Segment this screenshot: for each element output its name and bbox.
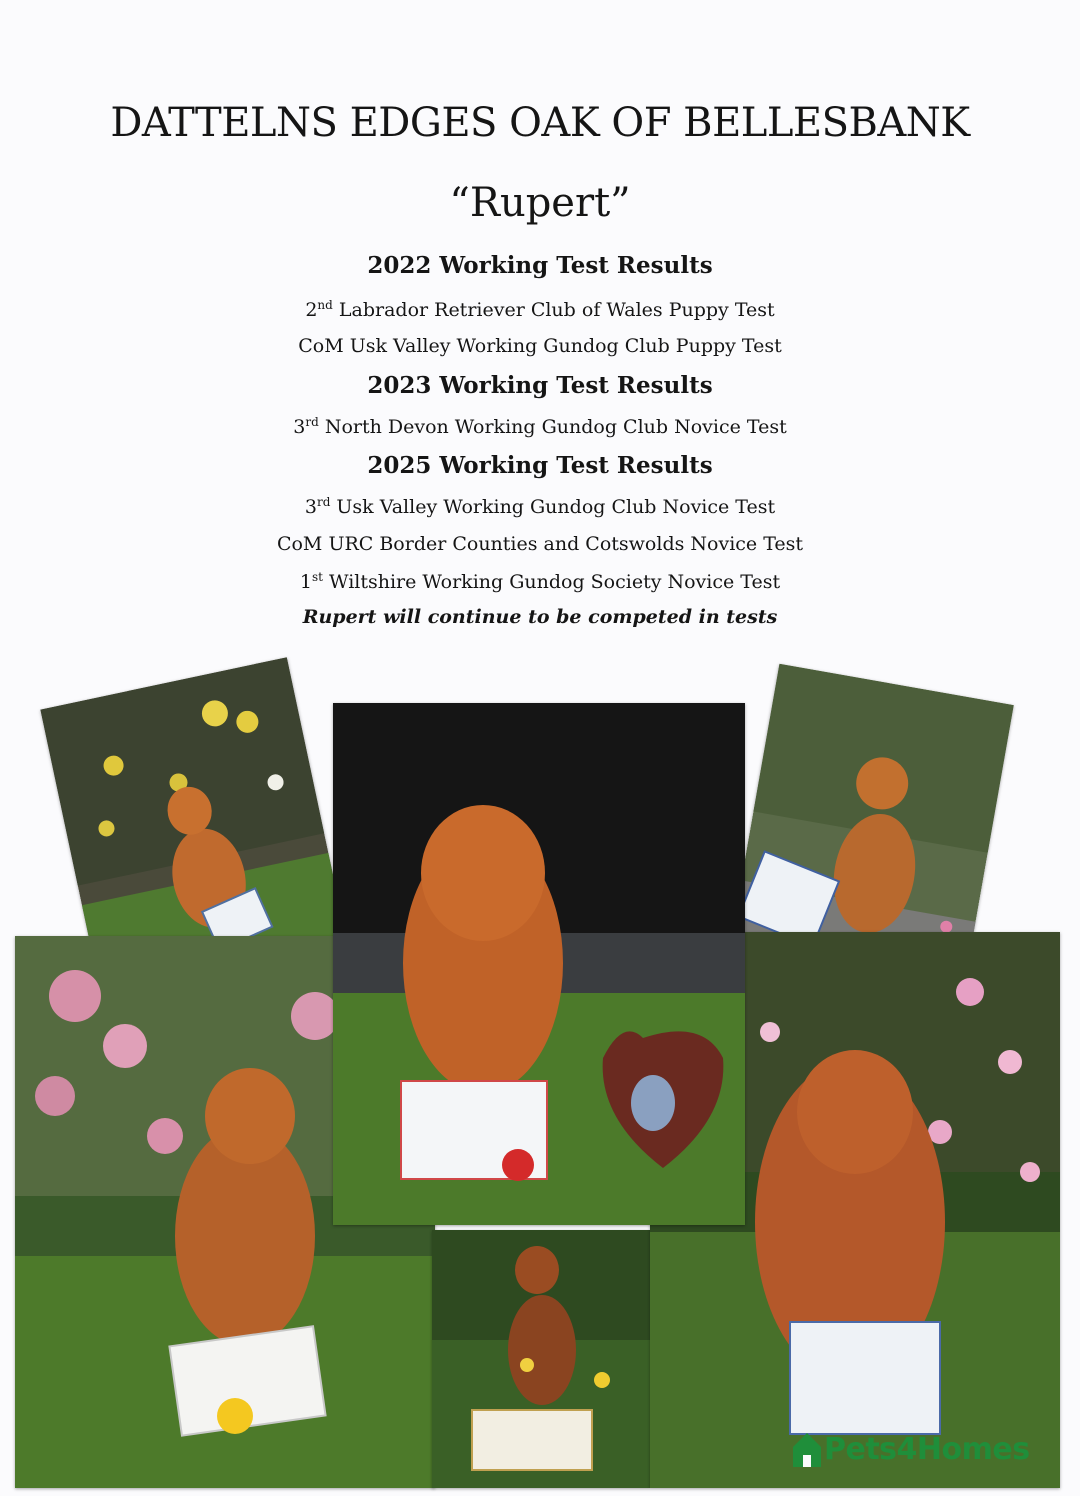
result-line (0, 570, 1080, 593)
results-heading-2025: 2025 Working Test Results (367, 452, 713, 479)
results-heading-2022: 2022 Working Test Results (367, 252, 713, 279)
result-text: Wiltshire Working Gundog Society Novice Test (329, 571, 781, 593)
result-place: 3 (304, 496, 317, 518)
dog-nickname: “Rupert” (449, 180, 631, 226)
result-place: 2 (305, 299, 318, 321)
result-line (0, 298, 1080, 321)
place-suffix: rd (305, 415, 319, 429)
house-icon (790, 1429, 824, 1469)
result-text: Usk Valley Working Gundog Club Puppy Test (349, 335, 782, 357)
page-title: DATTELNS EDGES OAK OF BELLESBANK (110, 100, 970, 146)
result-line (0, 533, 1080, 555)
photo-dog-daffodils (432, 1230, 650, 1488)
place-suffix: rd (316, 495, 331, 509)
results-heading-2023: 2023 Working Test Results (367, 372, 713, 399)
result-place: 1 (299, 571, 312, 593)
result-text: Usk Valley Working Gundog Club Novice Test (336, 496, 776, 518)
photo-dog-trophy (333, 703, 745, 1225)
result-place: 3 (293, 416, 306, 438)
result-line (0, 335, 1080, 357)
result-place: CoM (298, 335, 344, 357)
result-text: North Devon Working Gundog Club Novice Test (324, 416, 787, 438)
result-text: Labrador Retriever Club of Wales Puppy Test (338, 299, 775, 321)
place-suffix: nd (317, 298, 333, 312)
place-suffix: st (311, 570, 323, 584)
closing-note: Rupert will continue to be competed in tests (302, 606, 778, 628)
result-line (0, 495, 1080, 518)
result-line (0, 415, 1080, 438)
watermark-text: Pets4Homes (824, 1431, 1030, 1467)
result-place: CoM (276, 533, 323, 555)
result-text: URC Border Counties and Cotswolds Novice Test (328, 533, 804, 555)
pets4homes-watermark (790, 1426, 1040, 1472)
